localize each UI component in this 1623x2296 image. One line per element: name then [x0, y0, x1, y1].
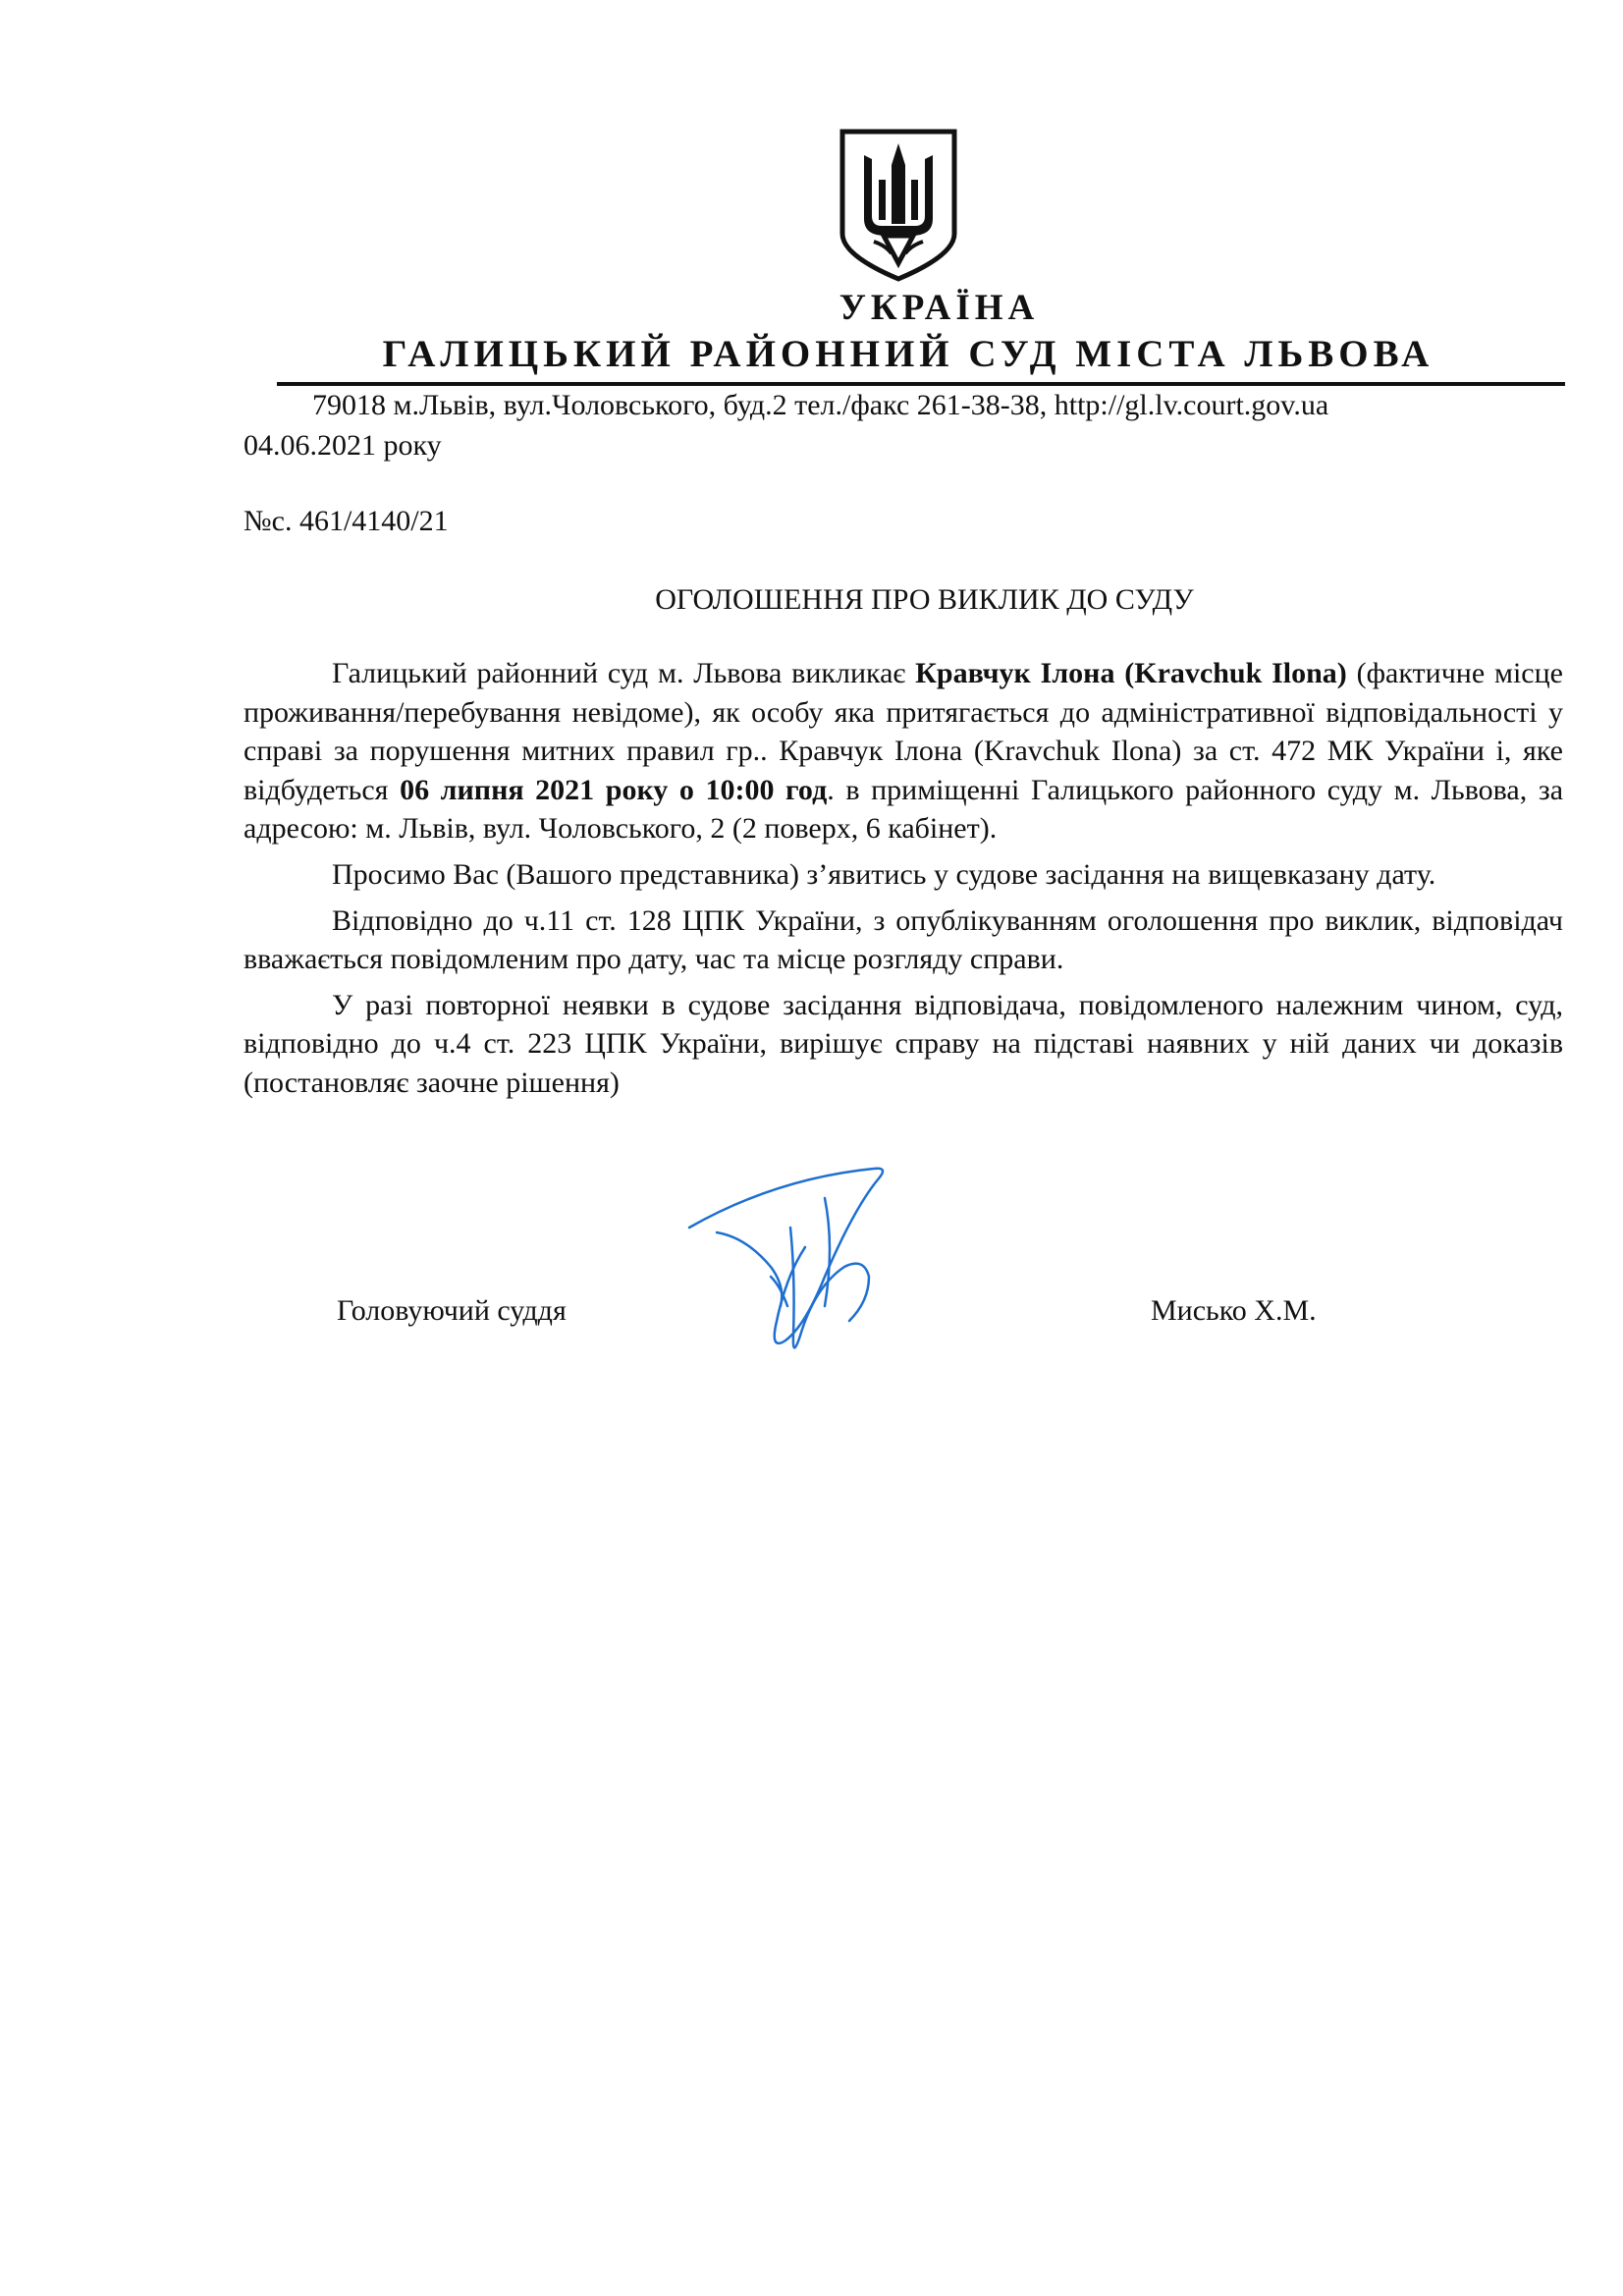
handwritten-signature: [677, 1139, 933, 1375]
summoned-person-name: Кравчук Ілона (Kravchuk Ilona): [915, 657, 1347, 689]
paragraph-request: Просимо Вас (Вашого представника) з’явитись у судове засідання на вищевказану дату.: [332, 857, 1436, 891]
paragraph-default: У разі повторної неявки в судове засідання відповідача, повідомленого належним чином, суд, відповідно до ч.4 ст. 223 ЦПК України, вирішує справу на підставі наявних у ній даних чи доказів (постановляє заочне рішення): [243, 988, 1563, 1099]
case-number: №с. 461/4140/21: [243, 505, 449, 537]
paragraph-summons: [243, 654, 1563, 848]
hearing-datetime: 06 липня 2021 року о 10:00 год: [400, 773, 828, 806]
paragraph-text: Галицький районний суд м. Львова викликає: [332, 657, 916, 689]
paragraph-notice: Відповідно до ч.11 ст. 128 ЦПК України, з опублікуванням оголошення про виклик, відповідач вважається повідомленим про дату, час та місце розгляду справи.: [243, 903, 1563, 976]
document-date: 04.06.2021 року: [243, 429, 442, 462]
court-name: ГАЛИЦЬКИЙ РАЙОННИЙ СУД МІСТА ЛЬВОВА: [382, 333, 1434, 375]
signatory-name: Мисько Х.М.: [1151, 1294, 1317, 1327]
country-name: УКРАЇНА: [839, 288, 1040, 328]
header-divider: [277, 382, 1565, 386]
trident-coat-of-arms-icon: [835, 126, 962, 283]
paragraph-text: . в приміщенні Галицького районного суду м. Львова, за адресою: м. Львів, вул. Чоловського, 2 (2 поверх, 6 кабінет).: [243, 773, 1564, 846]
document-body: [243, 654, 1563, 1103]
paragraph-text: (фактичне місце проживання/перебування невідоме), як особу яка притягається до адміністративної відповідальності у справі за порушення митних правил гр.. Кравчук Ілона (Kravchuk Ilona) за ст. 472 МК України і, яке відбудеться: [243, 657, 1563, 806]
signatory-role: Головуючий суддя: [337, 1294, 567, 1327]
court-address: 79018 м.Львів, вул.Чоловського, буд.2 тел./факс 261-38-38, http://gl.lv.court.gov.ua: [312, 389, 1329, 421]
document-heading: ОГОЛОШЕННЯ ПРО ВИКЛИК ДО СУДУ: [655, 583, 1194, 616]
